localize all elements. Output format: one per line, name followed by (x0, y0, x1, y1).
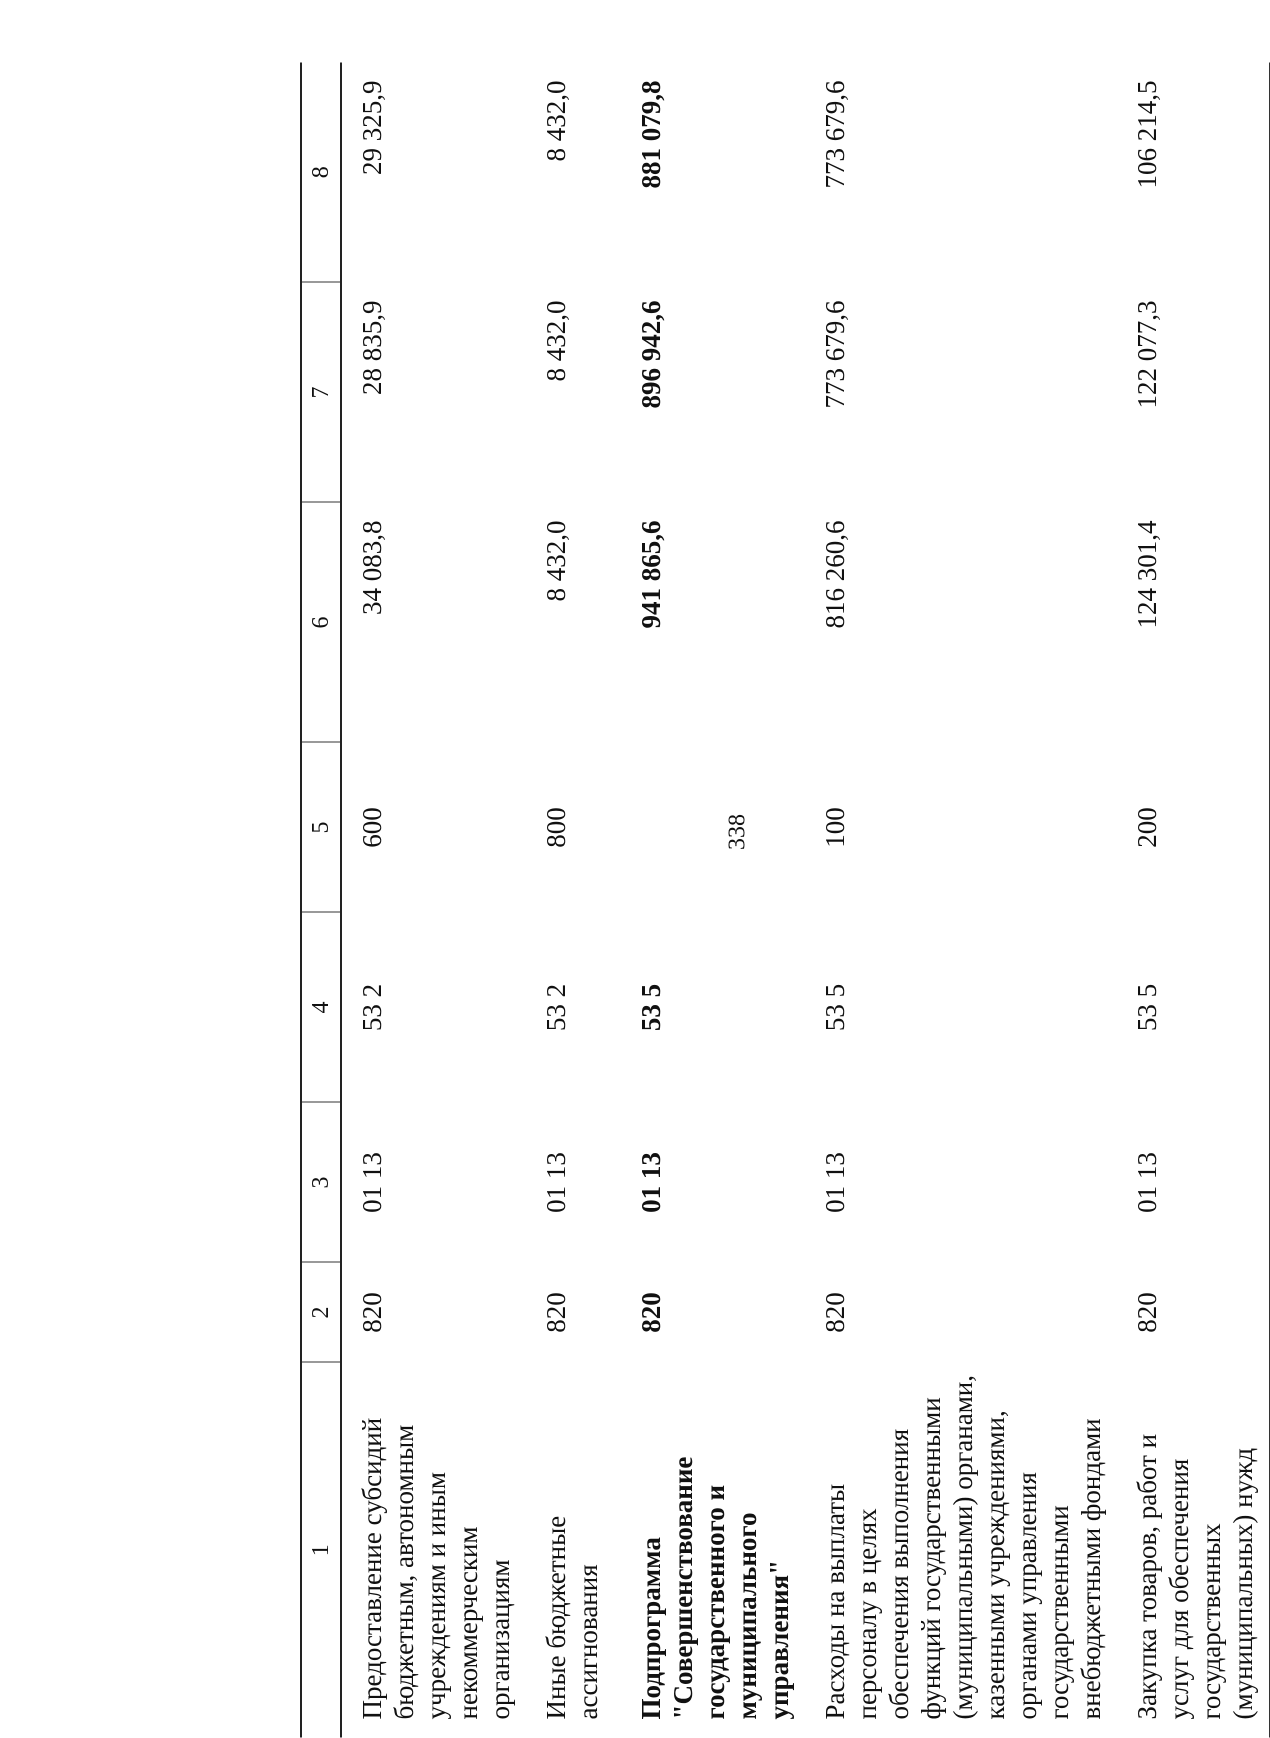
section-code: 01 13 (636, 1152, 666, 1213)
ministry-code: 820 (357, 1292, 387, 1333)
column-header: 6 (301, 503, 341, 743)
expense-type-code: 100 (820, 807, 850, 848)
target-code: 53 5 (1117, 913, 1270, 1103)
ministry-code: 820 (820, 1292, 850, 1333)
budget-table-container (300, 63, 1258, 1738)
amount-col8: 106 214,5 (1117, 63, 1270, 283)
table-row (526, 63, 621, 1738)
amount-col6: 34 083,8 (357, 520, 387, 615)
amount-col6: 8 432,0 (541, 520, 571, 602)
ministry-code: 820 (541, 1292, 571, 1333)
section-code: 01 13 (357, 1152, 387, 1213)
column-header: 4 (301, 913, 341, 1103)
ministry-code: 820 (636, 1292, 666, 1333)
section-code: 01 13 (1117, 1103, 1270, 1263)
table-row (805, 63, 1117, 1738)
column-header: 1 (301, 1363, 341, 1738)
page-number: 338 (724, 814, 751, 850)
amount-col6: 941 865,6 (636, 520, 666, 629)
table-row (1117, 63, 1270, 1738)
amount-col6: 816 260,6 (820, 520, 850, 629)
expense-type-code: 200 (1117, 743, 1270, 913)
section-code: 01 13 (541, 1152, 571, 1213)
amount-col6: 124 301,4 (1117, 503, 1270, 743)
amount-col7: 896 942,6 (636, 300, 666, 409)
row-name: Расходы на выплаты персоналу в целях обеспечения выполнения функций государственными (муниципальными) органами, казенными учреждениями, органами управления государственными внебюджетными фондами (820, 1375, 1106, 1720)
column-header: 8 (301, 63, 341, 283)
budget-table (300, 63, 1270, 1738)
expense-type-code: 800 (541, 807, 571, 848)
row-name: Закупка товаров, работ и услуг для обеспечения государственных (муниципальных) нужд (1117, 1363, 1270, 1738)
column-header: 7 (301, 283, 341, 503)
target-code: 53 2 (541, 983, 571, 1032)
amount-col7: 28 835,9 (357, 300, 387, 395)
amount-col8: 29 325,9 (357, 80, 387, 175)
amount-col8: 773 679,6 (820, 80, 850, 189)
column-header: 5 (301, 743, 341, 913)
row-name: Иные бюджетные ассигнования (541, 1515, 603, 1720)
target-code: 53 2 (357, 983, 387, 1032)
table-header-row (301, 63, 341, 1738)
target-code: 53 5 (820, 983, 850, 1032)
column-header: 2 (301, 1263, 341, 1363)
amount-col8: 881 079,8 (636, 80, 666, 189)
table-row (341, 63, 526, 1738)
table-row-subprogram (621, 63, 805, 1738)
row-name: Подпрограмма "Совершенствование государственного и муниципального управления" (636, 1456, 794, 1720)
ministry-code: 820 (1117, 1263, 1270, 1363)
column-header: 3 (301, 1103, 341, 1263)
amount-col7: 8 432,0 (541, 300, 571, 382)
expense-type-code (621, 743, 805, 913)
amount-col7: 773 679,6 (820, 300, 850, 409)
amount-col8: 8 432,0 (541, 80, 571, 162)
expense-type-code: 600 (357, 807, 387, 848)
row-name: Предоставление субсидий бюджетным, автономным учреждениям и иным некоммерческим организациям (357, 1417, 515, 1720)
target-code: 53 5 (636, 983, 666, 1032)
amount-col7: 122 077,3 (1117, 283, 1270, 503)
section-code: 01 13 (820, 1152, 850, 1213)
